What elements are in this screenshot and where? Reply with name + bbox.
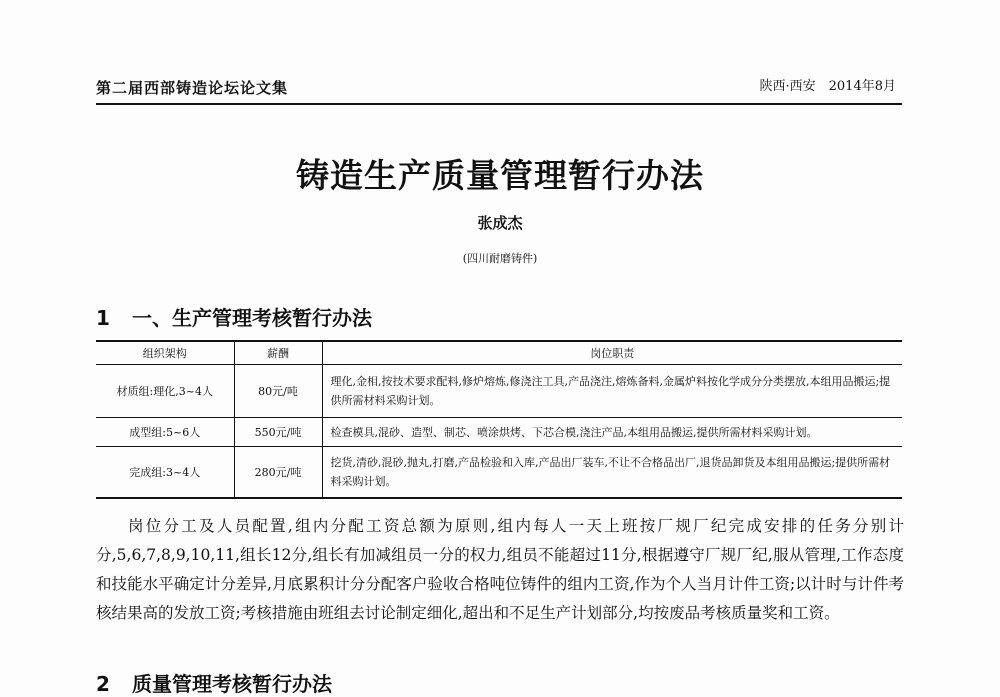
cell-duty: 检查模具,混砂、造型、制芯、喷涂烘烤、下芯合模,浇注产品,本组用品搬运,提供所需材料采购计划。 bbox=[322, 418, 902, 447]
table-row bbox=[96, 418, 902, 447]
affiliation: (四川耐磨铸件) bbox=[462, 252, 538, 265]
duty-table bbox=[96, 340, 902, 499]
location-date: 陕西·西安 2014年8月 bbox=[759, 79, 896, 94]
cell-pay: 550元/吨 bbox=[234, 418, 322, 447]
section-number: 2 bbox=[96, 672, 110, 696]
cell-pay: 80元/吨 bbox=[234, 365, 322, 418]
header-rule bbox=[96, 103, 902, 105]
paper-title: 铸造生产质量管理暂行办法 bbox=[296, 156, 704, 195]
column-header: 岗位职责 bbox=[322, 341, 902, 365]
table-row bbox=[96, 447, 902, 499]
journal-header: 第二届西部铸造论坛论文集 bbox=[96, 79, 289, 97]
table-row bbox=[96, 365, 902, 418]
section-1-heading bbox=[96, 302, 372, 331]
body-paragraph: 岗位分工及人员配置,组内分配工资总额为原则,组内每人一天上班按厂规厂纪完成安排的任务分别计分,5,6,7,8,9,10,11,组长12分,组长有加减组员一分的权力,组员不能超过11分,根据遵守厂规厂纪,服从管理,工作态度和技能水平确定计分差异,月底累积计分分配客户验收合格吨位铸件的组内工资,作为个人当月计件工资;以计时与计件考核结果高的发放工资;考核措施由班组去讨论制定细化,超出和不足生产计划部分,均按废品考核质量奖和工资。 bbox=[96, 517, 904, 622]
cell-duty: 理化,金相,按技术要求配料,修炉熔炼,修浇注工具,产品浇注,熔炼备料,金属炉料按化学成分分类摆放,本组用品搬运;提供所需材料采购计划。 bbox=[322, 365, 902, 418]
section-title: 质量管理考核暂行办法 bbox=[132, 672, 332, 696]
table-header-row bbox=[96, 341, 902, 365]
author: 张成杰 bbox=[477, 214, 523, 232]
section-2-heading bbox=[96, 668, 332, 697]
column-header: 组织架构 bbox=[96, 341, 234, 365]
section-number: 1 bbox=[96, 306, 110, 330]
column-header: 薪酬 bbox=[234, 341, 322, 365]
cell-pay: 280元/吨 bbox=[234, 447, 322, 499]
cell-group: 完成组:3~4人 bbox=[96, 447, 234, 499]
cell-duty: 挖货,清砂,混砂,抛丸,打磨,产品检验和入库,产品出厂装车,不让不合格品出厂,退货品卸货及本组用品搬运;提供所需材料采购计划。 bbox=[322, 447, 902, 499]
cell-group: 材质组:理化,3~4人 bbox=[96, 365, 234, 418]
cell-group: 成型组:5~6人 bbox=[96, 418, 234, 447]
section-title: 一、生产管理考核暂行办法 bbox=[132, 306, 372, 330]
